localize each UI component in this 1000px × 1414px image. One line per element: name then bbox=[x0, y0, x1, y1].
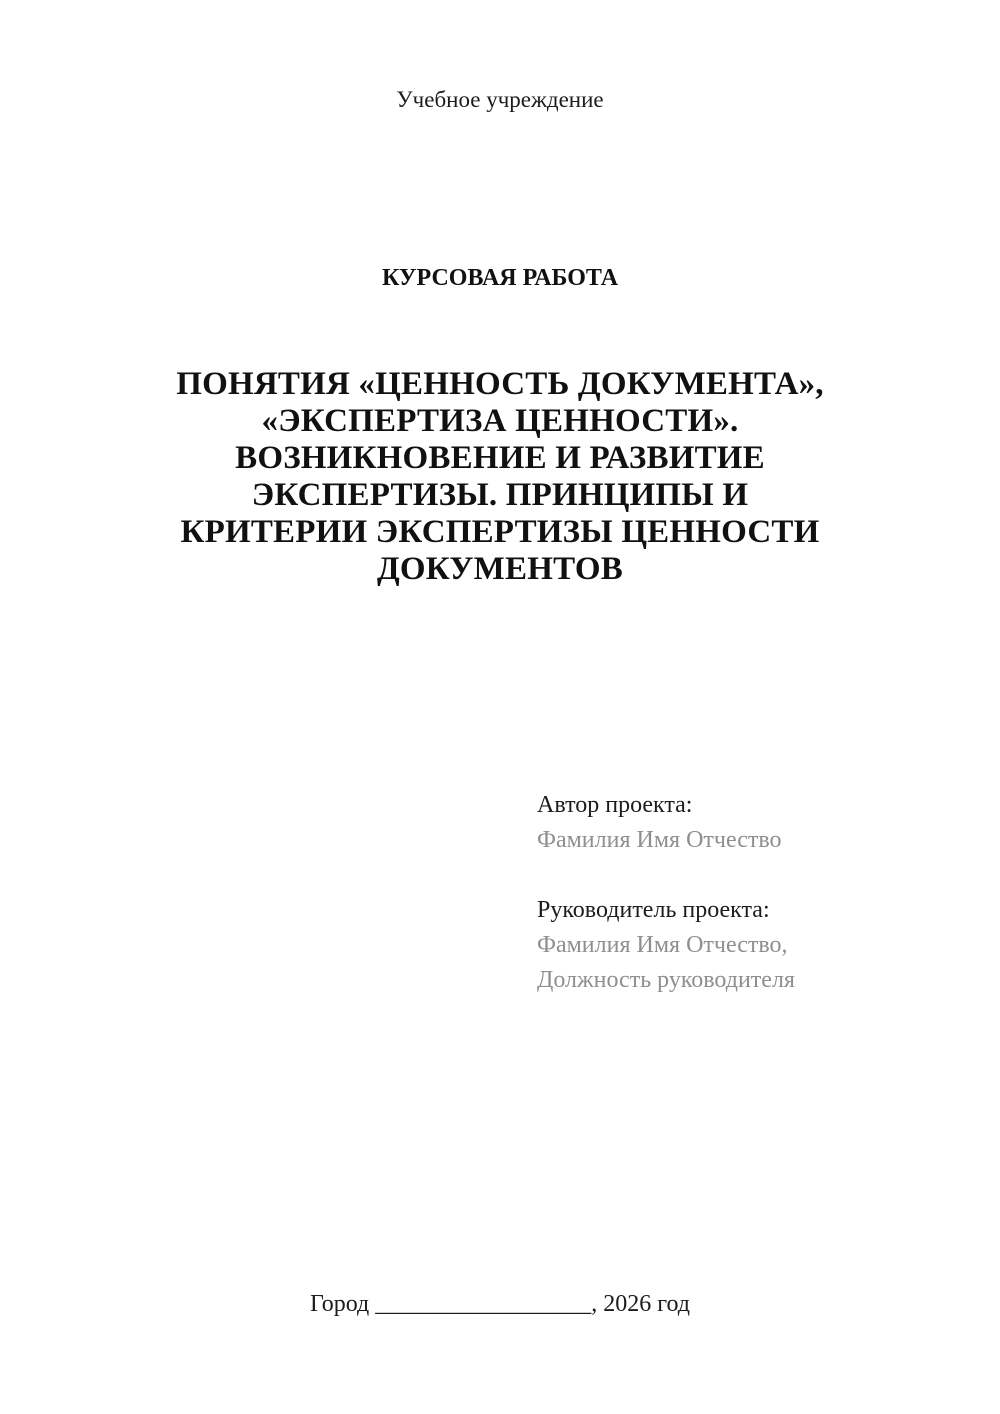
title-line-2: «ЭКСПЕРТИЗА ЦЕННОСТИ». bbox=[261, 403, 739, 439]
credits-block bbox=[537, 788, 957, 998]
supervisor-position-placeholder: Должность руководителя bbox=[537, 967, 795, 993]
title-line-1: ПОНЯТИЯ «ЦЕННОСТЬ ДОКУМЕНТА», bbox=[176, 366, 824, 402]
institution-name: Учебное учреждение bbox=[396, 87, 604, 112]
document-title bbox=[0, 366, 1000, 588]
supervisor-label: Руководитель проекта: bbox=[537, 897, 770, 923]
author-name-placeholder: Фамилия Имя Отчество bbox=[537, 827, 782, 853]
author-label: Автор проекта: bbox=[537, 792, 693, 818]
title-line-4: ЭКСПЕРТИЗЫ. ПРИНЦИПЫ И bbox=[251, 477, 749, 513]
title-line-6: ДОКУМЕНТОВ bbox=[377, 551, 623, 587]
title-line-5: КРИТЕРИИ ЭКСПЕРТИЗЫ ЦЕННОСТИ bbox=[180, 514, 820, 550]
title-line-3: ВОЗНИКНОВЕНИЕ И РАЗВИТИЕ bbox=[235, 440, 765, 476]
supervisor-name-placeholder: Фамилия Имя Отчество, bbox=[537, 932, 788, 958]
credits-spacer bbox=[537, 858, 957, 893]
work-type-heading: КУРСОВАЯ РАБОТА bbox=[381, 265, 619, 291]
city-year-line: Город __________________, 2026 год bbox=[309, 1291, 691, 1317]
